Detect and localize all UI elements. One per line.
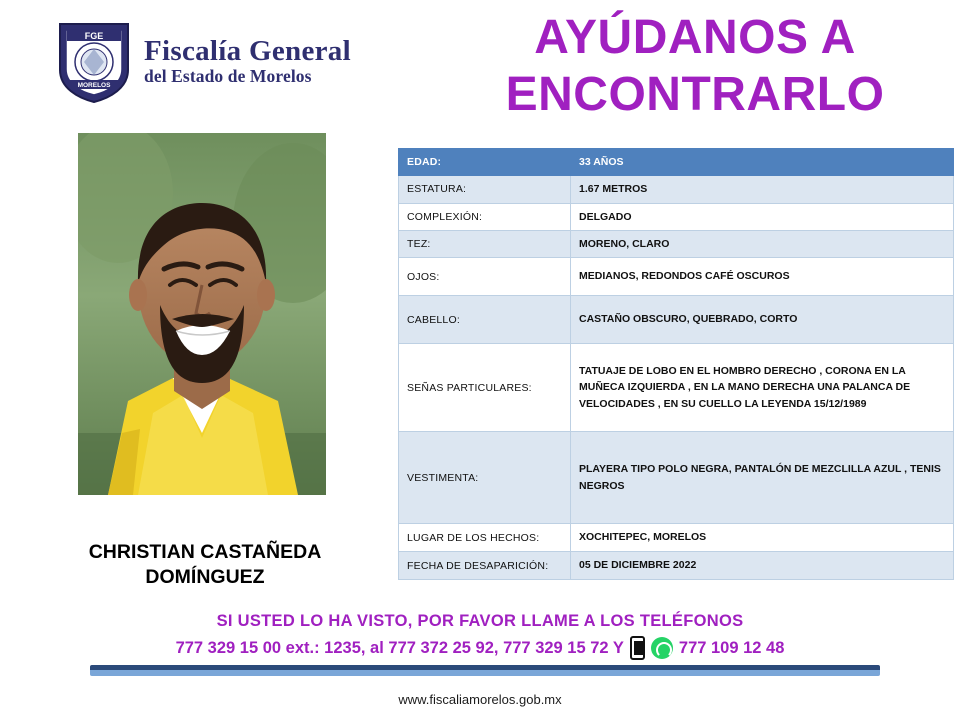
whatsapp-number: 777 109 12 48 (678, 638, 785, 657)
row-label: TEZ: (399, 230, 571, 257)
victim-name: CHRISTIAN CASTAÑEDA DOMÍNGUEZ (88, 541, 322, 589)
row-label: CABELLO: (399, 296, 571, 344)
row-label: COMPLEXIÓN: (399, 203, 571, 230)
table-row (399, 524, 954, 552)
table-row (399, 258, 954, 296)
contact-numbers (0, 636, 960, 660)
row-value: TATUAJE DE LOBO EN EL HOMBRO DERECHO , CORONA EN LA MUÑECA IZQUIERDA , EN LA MANO DERECHA UNA PALANCA DE VELOCIDADES , EN SU CUELLO LA LEYENDA 15/12/1989 (571, 344, 954, 432)
table-row (399, 176, 954, 203)
org-name-line1: Fiscalía General (144, 34, 351, 67)
row-value: 05 DE DICIEMBRE 2022 (571, 552, 954, 580)
page-header (0, 0, 960, 145)
table-row (399, 296, 954, 344)
fge-shield-icon (56, 18, 132, 104)
row-label: LUGAR DE LOS HECHOS: (399, 524, 571, 552)
table-row (399, 552, 954, 580)
organization-name (144, 36, 351, 87)
row-value: MORENO, CLARO (571, 230, 954, 257)
row-label: SEÑAS PARTICULARES: (399, 344, 571, 432)
victim-photo (78, 133, 326, 495)
organization-logo (56, 18, 351, 104)
table-row (399, 230, 954, 257)
page-title: AYÚDANOS A ENCONTRARLO (505, 11, 885, 121)
svg-text:MORELOS: MORELOS (77, 82, 111, 89)
footer-website-url: www.fiscaliamorelos.gob.mx (398, 692, 562, 707)
mobile-phone-icon (630, 636, 645, 660)
row-value: PLAYERA TIPO POLO NEGRA, PANTALÓN DE MEZCLILLA AZUL , TENIS NEGROS (571, 432, 954, 524)
contact-block (0, 612, 960, 660)
table-row (399, 149, 954, 176)
row-value: CASTAÑO OBSCURO, QUEBRADO, CORTO (571, 296, 954, 344)
row-value: MEDIANOS, REDONDOS CAFÉ OSCUROS (571, 258, 954, 296)
row-label: FECHA DE DESAPARICIÓN: (399, 552, 571, 580)
contact-instruction: SI USTED LO HA VISTO, POR FAVOR LLAME A LOS TELÉFONOS (216, 612, 744, 630)
svg-text:FGE: FGE (84, 31, 104, 41)
table-row (399, 203, 954, 230)
table-row (399, 344, 954, 432)
whatsapp-icon (651, 637, 673, 659)
row-label: EDAD: (399, 149, 571, 176)
row-value: 1.67 METROS (571, 176, 954, 203)
row-value: DELGADO (571, 203, 954, 230)
victim-details-table (398, 148, 954, 580)
row-value: XOCHITEPEC, MORELOS (571, 524, 954, 552)
org-name-line2: del Estado de Morelos (144, 66, 312, 87)
row-label: ESTATURA: (399, 176, 571, 203)
footer-divider (90, 665, 880, 676)
table-row (399, 432, 954, 524)
row-value: 33 AÑOS (571, 149, 954, 176)
row-label: VESTIMENTA: (399, 432, 571, 524)
row-label: OJOS: (399, 258, 571, 296)
phone-numbers-text: 777 329 15 00 ext.: 1235, al 777 372 25 92, 777 329 15 72 Y (175, 638, 624, 657)
